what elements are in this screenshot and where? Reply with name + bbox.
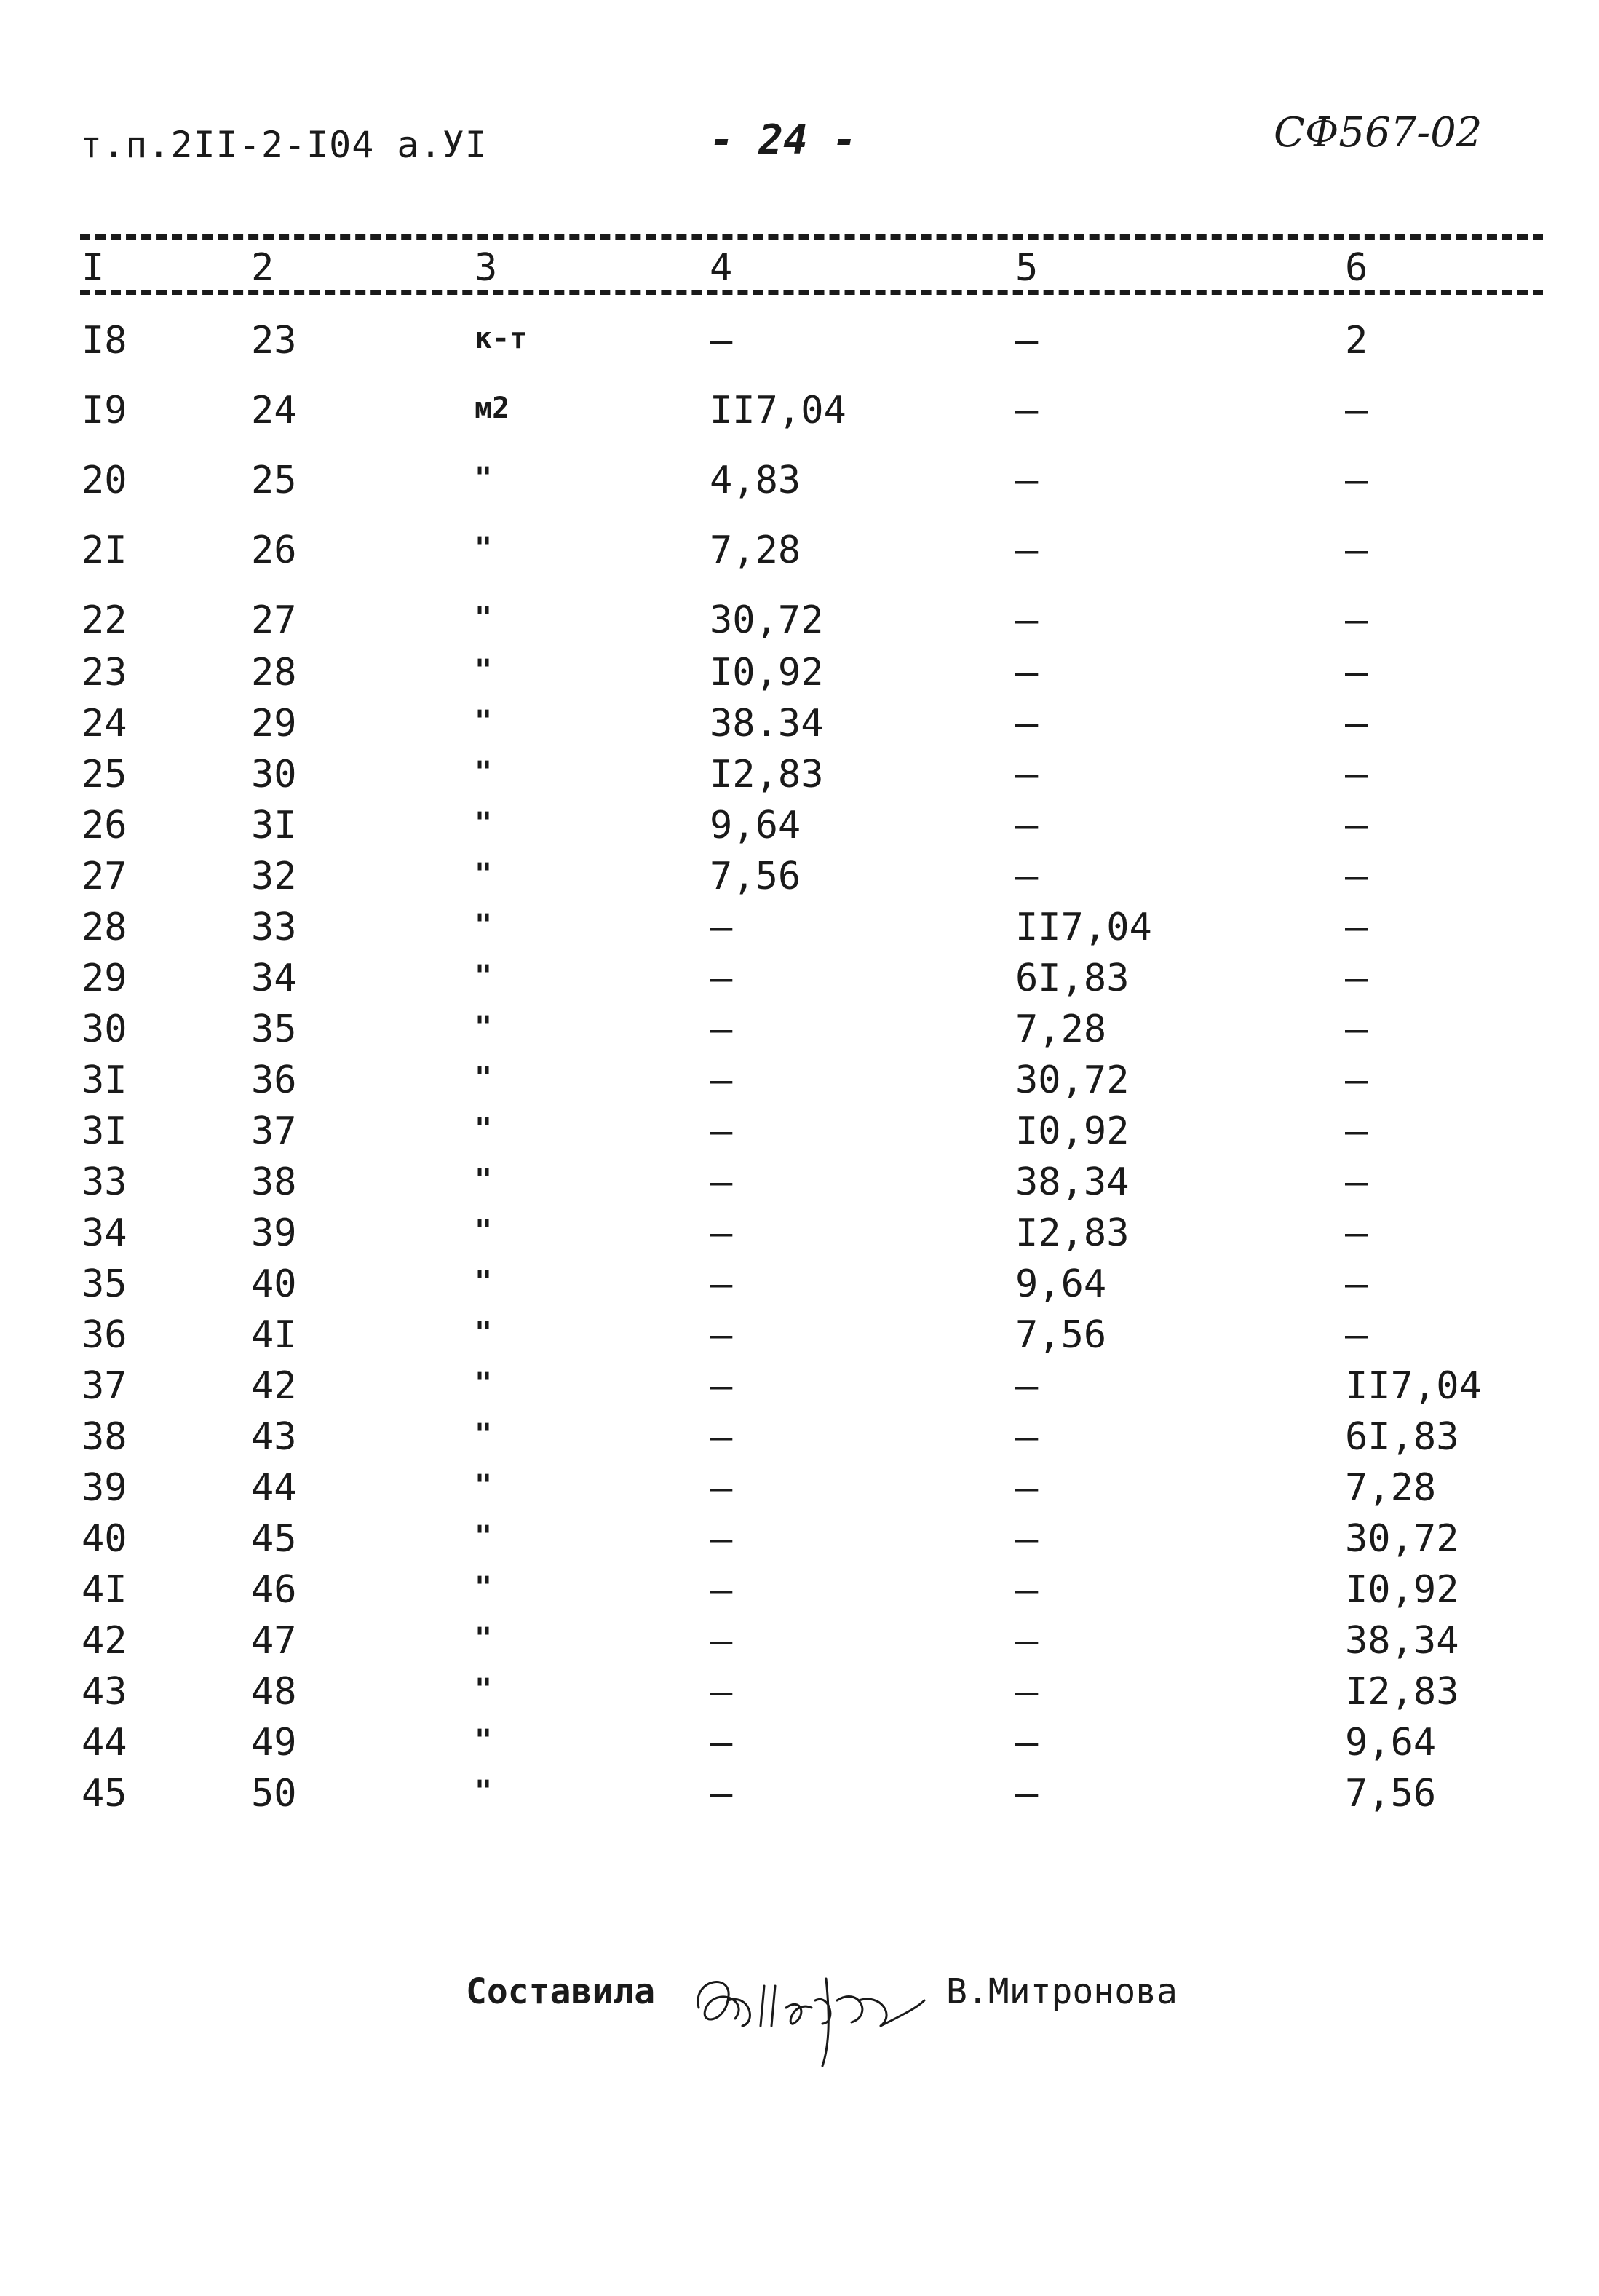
table-row xyxy=(0,702,1599,753)
unit-cell: " xyxy=(475,654,493,687)
value-col4-cell: – xyxy=(710,1262,733,1306)
value-col5-cell: 7,56 xyxy=(1015,1313,1107,1357)
row-number-cell: 34 xyxy=(82,1211,127,1255)
unit-cell: " xyxy=(475,601,493,635)
table-top-rule xyxy=(80,234,1543,240)
value-col4-cell: – xyxy=(710,1211,733,1255)
row-number-cell: 44 xyxy=(82,1721,127,1765)
value-col4-cell: – xyxy=(710,1568,733,1612)
table-row xyxy=(0,459,1599,510)
value-col5-cell: – xyxy=(1015,1364,1039,1408)
value-col5-cell: – xyxy=(1015,1568,1039,1612)
item-number-cell: 27 xyxy=(251,598,297,642)
table-row xyxy=(0,1721,1599,1772)
item-number-cell: 24 xyxy=(251,389,297,432)
value-col6-cell: – xyxy=(1345,1058,1368,1102)
row-number-cell: 43 xyxy=(82,1670,127,1714)
item-number-cell: 46 xyxy=(251,1568,297,1612)
value-col5-cell: – xyxy=(1015,529,1039,572)
value-col6-cell: I2,83 xyxy=(1345,1670,1459,1714)
unit-cell: " xyxy=(475,1163,493,1197)
column-number-6: 6 xyxy=(1345,246,1368,290)
row-number-cell: 37 xyxy=(82,1364,127,1408)
item-number-cell: 32 xyxy=(251,855,297,898)
row-number-cell: 28 xyxy=(82,906,127,949)
value-col6-cell: – xyxy=(1345,753,1368,796)
value-col5-cell: – xyxy=(1015,1670,1039,1714)
table-row xyxy=(0,389,1599,440)
signatory-name: В.Митронова xyxy=(946,1971,1178,2012)
signature-block xyxy=(0,1957,1599,2073)
value-col4-cell: – xyxy=(710,1364,733,1408)
unit-cell: " xyxy=(475,1367,493,1401)
value-col4-cell: 4,83 xyxy=(710,459,801,502)
table-row xyxy=(0,1058,1599,1109)
value-col4-cell: – xyxy=(710,1466,733,1510)
unit-cell: " xyxy=(475,1010,493,1044)
value-col5-cell: – xyxy=(1015,459,1039,502)
unit-cell: " xyxy=(475,1061,493,1095)
table-row xyxy=(0,1568,1599,1619)
value-col5-cell: – xyxy=(1015,1772,1039,1816)
value-col6-cell: – xyxy=(1345,1313,1368,1357)
item-number-cell: 44 xyxy=(251,1466,297,1510)
value-col4-cell: – xyxy=(710,906,733,949)
handwritten-signature xyxy=(684,1957,932,2073)
table-row xyxy=(0,855,1599,906)
value-col4-cell: – xyxy=(710,957,733,1000)
table-row xyxy=(0,1517,1599,1568)
value-col4-cell: 7,28 xyxy=(710,529,801,572)
item-number-cell: 30 xyxy=(251,753,297,796)
table-row xyxy=(0,1772,1599,1823)
table-row xyxy=(0,1466,1599,1517)
value-col5-cell: 30,72 xyxy=(1015,1058,1130,1102)
value-col5-cell: – xyxy=(1015,855,1039,898)
value-col6-cell: – xyxy=(1345,1160,1368,1204)
unit-cell: " xyxy=(475,1520,493,1553)
unit-cell: " xyxy=(475,1112,493,1146)
item-number-cell: 25 xyxy=(251,459,297,502)
table-row xyxy=(0,1364,1599,1415)
value-col4-cell: 38.34 xyxy=(710,702,824,745)
value-col6-cell: 30,72 xyxy=(1345,1517,1459,1561)
column-number-4: 4 xyxy=(710,246,733,290)
item-number-cell: 37 xyxy=(251,1109,297,1153)
table-row xyxy=(0,1262,1599,1313)
value-col4-cell: – xyxy=(710,1619,733,1663)
table-row xyxy=(0,1109,1599,1160)
value-col5-cell: – xyxy=(1015,753,1039,796)
value-col5-cell: I2,83 xyxy=(1015,1211,1130,1255)
value-col5-cell: – xyxy=(1015,651,1039,694)
table-row xyxy=(0,957,1599,1008)
row-number-cell: 38 xyxy=(82,1415,127,1459)
item-number-cell: 45 xyxy=(251,1517,297,1561)
value-col6-cell: – xyxy=(1345,855,1368,898)
value-col4-cell: 30,72 xyxy=(710,598,824,642)
column-number-1: I xyxy=(82,246,105,290)
value-col6-cell: – xyxy=(1345,1109,1368,1153)
column-number-5: 5 xyxy=(1015,246,1039,290)
value-col5-cell: I0,92 xyxy=(1015,1109,1130,1153)
value-col6-cell: – xyxy=(1345,957,1368,1000)
value-col4-cell: – xyxy=(710,1517,733,1561)
value-col4-cell: – xyxy=(710,1313,733,1357)
row-number-cell: 4I xyxy=(82,1568,127,1612)
item-number-cell: 39 xyxy=(251,1211,297,1255)
item-number-cell: 38 xyxy=(251,1160,297,1204)
row-number-cell: 30 xyxy=(82,1008,127,1051)
value-col6-cell: 7,56 xyxy=(1345,1772,1437,1816)
table-row xyxy=(0,651,1599,702)
value-col4-cell: – xyxy=(710,1670,733,1714)
item-number-cell: 26 xyxy=(251,529,297,572)
table-row xyxy=(0,1619,1599,1670)
signature-label: Составила xyxy=(466,1971,656,2012)
document-code: СФ567-02 xyxy=(1274,109,1483,157)
unit-cell: " xyxy=(475,1418,493,1452)
unit-cell: " xyxy=(475,1775,493,1808)
value-col4-cell: – xyxy=(710,319,733,363)
value-col6-cell: – xyxy=(1345,1262,1368,1306)
value-col5-cell: 38,34 xyxy=(1015,1160,1130,1204)
unit-cell: " xyxy=(475,756,493,789)
row-number-cell: 3I xyxy=(82,1058,127,1102)
row-number-cell: 35 xyxy=(82,1262,127,1306)
unit-cell: " xyxy=(475,1622,493,1655)
row-number-cell: 42 xyxy=(82,1619,127,1663)
value-col4-cell: – xyxy=(710,1160,733,1204)
row-number-cell: 45 xyxy=(82,1772,127,1816)
value-col6-cell: I0,92 xyxy=(1345,1568,1459,1612)
row-number-cell: 40 xyxy=(82,1517,127,1561)
row-number-cell: 20 xyxy=(82,459,127,502)
item-number-cell: 4I xyxy=(251,1313,297,1357)
row-number-cell: 26 xyxy=(82,804,127,847)
item-number-cell: 50 xyxy=(251,1772,297,1816)
item-number-cell: 33 xyxy=(251,906,297,949)
value-col5-cell: 7,28 xyxy=(1015,1008,1107,1051)
unit-cell: " xyxy=(475,908,493,942)
value-col6-cell: – xyxy=(1345,1211,1368,1255)
table-row xyxy=(0,804,1599,855)
document-reference: т.п.2II-2-I04 а.УI xyxy=(80,124,488,166)
value-col5-cell: – xyxy=(1015,702,1039,745)
value-col4-cell: II7,04 xyxy=(710,389,846,432)
table-row xyxy=(0,1670,1599,1721)
item-number-cell: 29 xyxy=(251,702,297,745)
unit-cell: к-т xyxy=(475,322,528,355)
unit-cell: " xyxy=(475,807,493,840)
value-col6-cell: – xyxy=(1345,702,1368,745)
unit-cell: " xyxy=(475,1571,493,1604)
value-col4-cell: I0,92 xyxy=(710,651,824,694)
value-col4-cell: 9,64 xyxy=(710,804,801,847)
unit-cell: " xyxy=(475,1469,493,1503)
unit-cell: " xyxy=(475,1214,493,1248)
table-row xyxy=(0,598,1599,649)
value-col5-cell: 9,64 xyxy=(1015,1262,1107,1306)
unit-cell: " xyxy=(475,1265,493,1299)
unit-cell: " xyxy=(475,531,493,565)
item-number-cell: 42 xyxy=(251,1364,297,1408)
table-row xyxy=(0,529,1599,579)
row-number-cell: 39 xyxy=(82,1466,127,1510)
value-col6-cell: II7,04 xyxy=(1345,1364,1482,1408)
unit-cell: " xyxy=(475,858,493,891)
value-col5-cell: – xyxy=(1015,1466,1039,1510)
row-number-cell: 24 xyxy=(82,702,127,745)
value-col6-cell: – xyxy=(1345,804,1368,847)
value-col5-cell: 6I,83 xyxy=(1015,957,1130,1000)
table-row xyxy=(0,1160,1599,1211)
table-row xyxy=(0,1008,1599,1058)
value-col5-cell: – xyxy=(1015,389,1039,432)
row-number-cell: 36 xyxy=(82,1313,127,1357)
item-number-cell: 40 xyxy=(251,1262,297,1306)
row-number-cell: 2I xyxy=(82,529,127,572)
value-col4-cell: – xyxy=(710,1008,733,1051)
item-number-cell: 34 xyxy=(251,957,297,1000)
item-number-cell: 3I xyxy=(251,804,297,847)
value-col6-cell: – xyxy=(1345,529,1368,572)
item-number-cell: 47 xyxy=(251,1619,297,1663)
value-col5-cell: – xyxy=(1015,804,1039,847)
value-col4-cell: – xyxy=(710,1058,733,1102)
value-col5-cell: – xyxy=(1015,1415,1039,1459)
value-col6-cell: 38,34 xyxy=(1345,1619,1459,1663)
unit-cell: м2 xyxy=(475,392,510,425)
row-number-cell: 23 xyxy=(82,651,127,694)
row-number-cell: I8 xyxy=(82,319,127,363)
value-col6-cell: – xyxy=(1345,598,1368,642)
value-col6-cell: 9,64 xyxy=(1345,1721,1437,1765)
page-number: - 24 - xyxy=(710,116,857,164)
item-number-cell: 48 xyxy=(251,1670,297,1714)
unit-cell: " xyxy=(475,1316,493,1350)
value-col6-cell: – xyxy=(1345,1008,1368,1051)
value-col6-cell: 2 xyxy=(1345,319,1368,363)
table-row xyxy=(0,1211,1599,1262)
column-number-3: 3 xyxy=(475,246,498,290)
item-number-cell: 35 xyxy=(251,1008,297,1051)
value-col4-cell: – xyxy=(710,1772,733,1816)
table-header-rule xyxy=(80,290,1543,295)
table-row xyxy=(0,1415,1599,1466)
row-number-cell: 27 xyxy=(82,855,127,898)
value-col6-cell: 6I,83 xyxy=(1345,1415,1459,1459)
value-col5-cell: – xyxy=(1015,598,1039,642)
value-col6-cell: – xyxy=(1345,651,1368,694)
table-row xyxy=(0,319,1599,370)
unit-cell: " xyxy=(475,1724,493,1757)
unit-cell: " xyxy=(475,959,493,993)
table-row xyxy=(0,1313,1599,1364)
table-row xyxy=(0,906,1599,957)
row-number-cell: 33 xyxy=(82,1160,127,1204)
item-number-cell: 49 xyxy=(251,1721,297,1765)
value-col4-cell: – xyxy=(710,1415,733,1459)
unit-cell: " xyxy=(475,462,493,495)
item-number-cell: 23 xyxy=(251,319,297,363)
value-col5-cell: – xyxy=(1015,1517,1039,1561)
value-col5-cell: – xyxy=(1015,1721,1039,1765)
value-col4-cell: – xyxy=(710,1109,733,1153)
table-row xyxy=(0,753,1599,804)
value-col5-cell: – xyxy=(1015,1619,1039,1663)
value-col4-cell: I2,83 xyxy=(710,753,824,796)
unit-cell: " xyxy=(475,1673,493,1706)
item-number-cell: 28 xyxy=(251,651,297,694)
column-number-2: 2 xyxy=(251,246,274,290)
value-col6-cell: – xyxy=(1345,906,1368,949)
row-number-cell: I9 xyxy=(82,389,127,432)
row-number-cell: 25 xyxy=(82,753,127,796)
row-number-cell: 3I xyxy=(82,1109,127,1153)
item-number-cell: 36 xyxy=(251,1058,297,1102)
value-col4-cell: 7,56 xyxy=(710,855,801,898)
item-number-cell: 43 xyxy=(251,1415,297,1459)
value-col6-cell: – xyxy=(1345,459,1368,502)
value-col5-cell: – xyxy=(1015,319,1039,363)
row-number-cell: 29 xyxy=(82,957,127,1000)
unit-cell: " xyxy=(475,705,493,738)
value-col6-cell: 7,28 xyxy=(1345,1466,1437,1510)
value-col6-cell: – xyxy=(1345,389,1368,432)
value-col4-cell: – xyxy=(710,1721,733,1765)
row-number-cell: 22 xyxy=(82,598,127,642)
value-col5-cell: II7,04 xyxy=(1015,906,1152,949)
